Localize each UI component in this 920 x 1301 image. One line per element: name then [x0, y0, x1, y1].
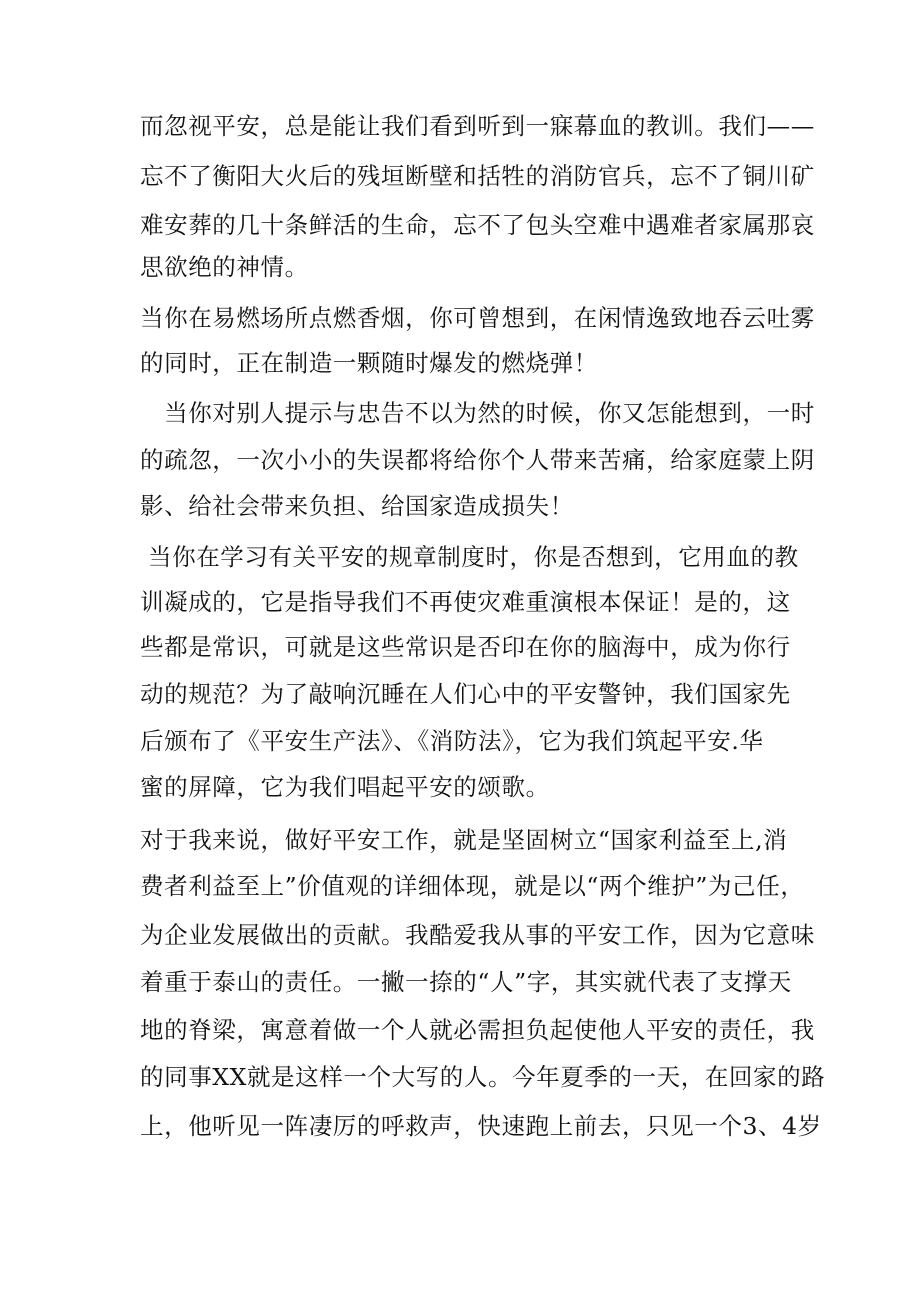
text-line: 训凝成的，它是指导我们不再使灾难重演根本保证！是的，这 — [140, 588, 791, 616]
text-line: 对于我来说，做好平安工作，就是坚固树立“国家利益至上,消 — [140, 826, 788, 854]
text-line: 难安葬的几十条鲜活的生命，忘不了包头空难中遇难者家属那哀 — [140, 211, 815, 239]
text-line: 而忽视平安，总是能让我们看到听到一寐幕血的教训。我们—— — [140, 112, 815, 140]
text-line: 上，他听见一阵凄厉的呼救声，快速跑上前去，只见一个3、4岁 — [140, 1112, 822, 1140]
text-line: 的疏忽，一次小小的失误都将给你个人带来苦痛，给家庭蒙上阴 — [140, 446, 815, 474]
text-line: 忘不了衡阳大火后的残垣断壁和括牲的消防官兵，忘不了铜川矿 — [140, 162, 815, 190]
text-line: 为企业发展做出的贡献。我酷爱我从事的平安工作，因为它意味 — [140, 921, 815, 949]
text-line: 后颁布了《平安生产法》、《消防法》，它为我们筑起平安.华 — [140, 727, 764, 755]
text-line: 着重于泰山的责任。一撇一捺的“人”字，其实就代表了支撑天 — [140, 968, 792, 996]
text-line: 当你在易燃场所点燃香烟，你可曾想到，在闲情逸致地吞云吐雾 — [140, 304, 815, 332]
text-line: 地的脊梁，寓意着做一个人就必需担负起使他人平安的责任，我 — [140, 1016, 815, 1044]
text-line: 当你对别人提示与忠告不以为然的时候，你又怎能想到，一时 — [140, 399, 815, 427]
text-line: 蜜的屏障，它为我们唱起平安的颂歌。 — [140, 773, 550, 801]
text-line: 的同时，正在制造一颗随时爆发的燃烧弹！ — [140, 349, 598, 377]
text-line: 费者利益至上”价值观的详细体现，就是以“两个维护”为己任， — [140, 872, 805, 900]
text-line: 动的规范？为了敲响沉睡在人们心中的平安警钟，我们国家先 — [140, 680, 791, 708]
text-line: 当你在学习有关平安的规章制度时，你是否想到，它用血的教 — [148, 543, 799, 571]
text-line: 些都是常识，可就是这些常识是否印在你的脑海中，成为你行 — [140, 633, 791, 661]
text-line: 影、给社会带来负担、给国家造成损失！ — [140, 492, 574, 520]
text-line: 的同事XX就是这样一个大写的人。今年夏季的一天，在回家的路 — [140, 1063, 826, 1091]
text-line: 思欲绝的神情。 — [140, 253, 309, 281]
